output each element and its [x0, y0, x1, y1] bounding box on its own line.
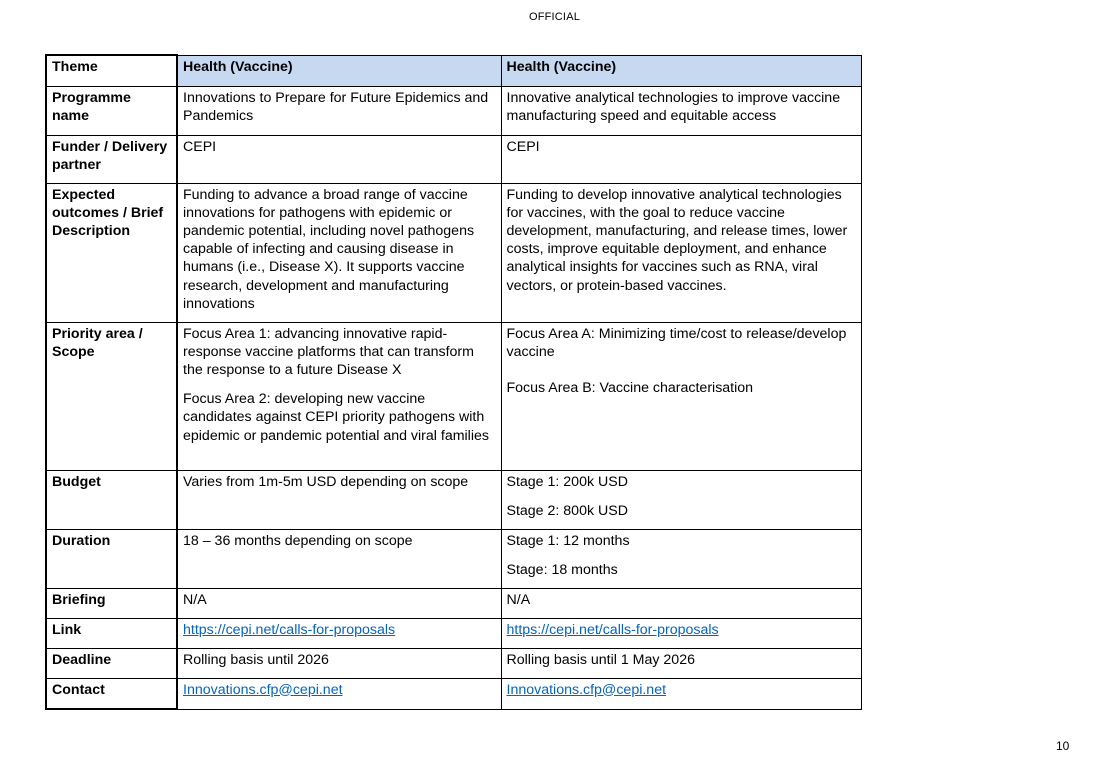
row-briefing — [46, 588, 861, 618]
row-label: Link — [46, 618, 177, 648]
row-expected-outcomes — [46, 183, 861, 322]
col2-cell — [501, 678, 861, 709]
col2-cell: CEPI — [501, 135, 861, 183]
page-number: 10 — [1056, 739, 1070, 753]
col1-cell — [177, 618, 501, 648]
row-label: Budget — [46, 470, 177, 529]
col2-cell: Focus Area A: Minimizing time/cost to release/develop vaccine Focus Area B: Vaccine characterisation — [501, 322, 861, 470]
row-label: Programme name — [46, 86, 177, 135]
row-label: Duration — [46, 529, 177, 588]
row-link — [46, 618, 861, 648]
col2-cell: Stage 1: 200k USD Stage 2: 800k USD — [501, 470, 861, 529]
col2-cell: Stage 1: 12 months Stage: 18 months — [501, 529, 861, 588]
col1-cell: Health (Vaccine) — [177, 55, 501, 86]
calls-for-proposals-link[interactable]: https://cepi.net/calls-for-proposals — [183, 621, 396, 638]
row-budget — [46, 470, 861, 529]
col1-cell — [177, 678, 501, 709]
col1-cell: Funding to advance a broad range of vaccine innovations for pathogens with epidemic or pandemic potential, including novel pathogens capable of infecting and causing disease in humans (i.e., Disease X). It supports vaccine research, development and manufacturing innovations — [177, 183, 501, 322]
col1-cell: Varies from 1m-5m USD depending on scope — [177, 470, 501, 529]
col2-cell — [501, 618, 861, 648]
row-theme — [46, 55, 861, 86]
row-priority-area — [46, 322, 861, 470]
col2-cell: Health (Vaccine) — [501, 55, 861, 86]
col1-cell: Focus Area 1: advancing innovative rapid-response vaccine platforms that can transform the response to a future Disease X Focus Area 2: developing new vaccine candidates against CEPI priority pathogens with epidemic or pandemic potential and viral families — [177, 322, 501, 470]
row-label: Funder / Delivery partner — [46, 135, 177, 183]
col2-cell: Funding to develop innovative analytical technologies for vaccines, with the goal to reduce vaccine development, manufacturing, and release times, lower costs, improve equitable deployment, and enhance analytical insights for vaccines such as RNA, viral vectors, or protein-based vaccines. — [501, 183, 861, 322]
col1-cell: N/A — [177, 588, 501, 618]
col2-cell: Innovative analytical technologies to improve vaccine manufacturing speed and equitable access — [501, 86, 861, 135]
col1-cell: Innovations to Prepare for Future Epidemics and Pandemics — [177, 86, 501, 135]
contact-email-link[interactable]: Innovations.cfp@cepi.net — [506, 681, 667, 698]
row-label: Deadline — [46, 648, 177, 678]
row-label: Contact — [46, 678, 177, 709]
col1-cell: 18 – 36 months depending on scope — [177, 529, 501, 588]
calls-for-proposals-link[interactable]: https://cepi.net/calls-for-proposals — [506, 621, 719, 638]
col1-cell: CEPI — [177, 135, 501, 183]
col2-cell: N/A — [501, 588, 861, 618]
contact-email-link[interactable]: Innovations.cfp@cepi.net — [183, 681, 343, 698]
row-contact — [46, 678, 861, 709]
row-duration — [46, 529, 861, 588]
row-label: Briefing — [46, 588, 177, 618]
row-label: Theme — [46, 55, 177, 86]
row-funder — [46, 135, 861, 183]
row-programme-name — [46, 86, 861, 135]
programme-table — [45, 54, 862, 710]
col1-cell: Rolling basis until 2026 — [177, 648, 501, 678]
row-label: Priority area / Scope — [46, 322, 177, 470]
security-marking: OFFICIAL — [528, 11, 581, 23]
col2-cell: Rolling basis until 1 May 2026 — [501, 648, 861, 678]
row-label: Expected outcomes / Brief Description — [46, 183, 177, 322]
row-deadline — [46, 648, 861, 678]
